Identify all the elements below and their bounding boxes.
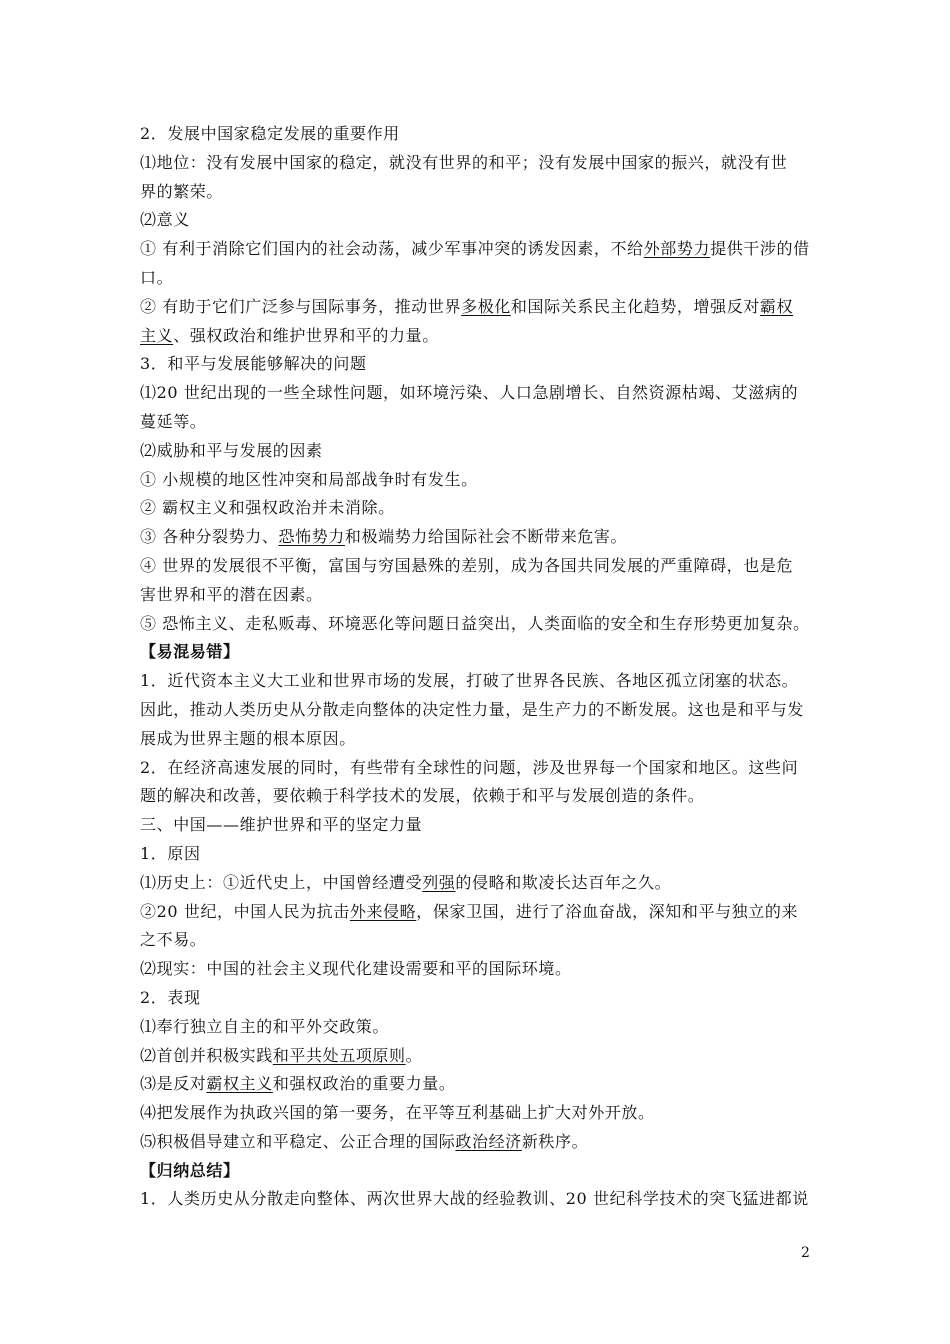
- section-heading: 【易混易错】: [140, 642, 240, 662]
- section-heading: 【归纳总结】: [140, 1160, 240, 1180]
- page-number: 2: [801, 1245, 810, 1261]
- underlined-term: 霸权: [759, 296, 794, 316]
- underlined-term: 多极化: [461, 296, 511, 316]
- text-line: ⑸积极倡导建立和平稳定、公正合理的国际政治经济新秩序。: [140, 1131, 589, 1151]
- text-line: 界的繁荣。: [140, 181, 224, 201]
- text-line: 题的解决和改善，要依赖于科学技术的发展，依赖于和平与发展创造的条件。: [140, 786, 705, 806]
- text-line: ⑴奉行独立自主的和平外交政策。: [140, 1016, 390, 1036]
- text-line: 因此，推动人类历史从分散走向整体的决定性力量，是生产力的不断发展。这也是和平与发: [140, 699, 805, 719]
- text-line: ⑤ 恐怖主义、走私贩毒、环境恶化等问题日益突出，人类面临的安全和生存形势更加复杂。: [140, 613, 810, 633]
- text-line: 展成为世界主题的根本原因。: [140, 728, 356, 748]
- text-line: ⑷把发展作为执政兴国的第一要务，在平等互利基础上扩大对外开放。: [140, 1103, 655, 1123]
- text-line: ③ 各种分裂势力、恐怖势力和极端势力给国际社会不断带来危害。: [140, 527, 628, 547]
- text-line: 口。: [140, 267, 174, 287]
- text-line: ① 小规模的地区性冲突和局部战争时有发生。: [140, 469, 478, 489]
- underlined-term: 霸权主义: [206, 1074, 273, 1094]
- underlined-term: 外部势力: [643, 239, 711, 259]
- text-line: 2．发展中国家稳定发展的重要作用: [140, 124, 400, 143]
- text-line: ⑴地位：没有发展中国家的稳定，就没有世界的和平；没有发展中国家的振兴，就没有世: [140, 152, 788, 172]
- text-line: ② 霸权主义和强权政治并未消除。: [140, 498, 395, 518]
- text-line: ① 有利于消除它们国内的社会动荡，减少军事冲突的诱发因素，不给外部势力提供干涉的借: [140, 239, 810, 259]
- text-line: 蔓延等。: [140, 411, 207, 431]
- text-line: ②20 世纪，中国人民为抗击外来侵略，保家卫国，进行了浴血奋战，深知和平与独立的来: [140, 901, 799, 921]
- text-line: 害世界和平的潜在因素。: [140, 584, 323, 604]
- text-line: ⑵威胁和平与发展的因素: [140, 440, 323, 460]
- text-line: 主义、强权政治和维护世界和平的力量。: [140, 325, 439, 345]
- text-line: ⑵意义: [140, 210, 190, 230]
- text-line: 1．近代资本主义大工业和世界市场的发展，打破了世界各民族、各地区孤立闭塞的状态。: [140, 671, 799, 691]
- text-line: 1．原因: [140, 843, 201, 863]
- underlined-term: 和平共处五项原则: [272, 1045, 406, 1065]
- text-line: ⑴20 世纪出现的一些全球性问题，如环境污染、人口急剧增长、自然资源枯竭、艾滋病的: [140, 383, 799, 403]
- text-line: 1．人类历史从分散走向整体、两次世界大战的经验教训、20 世纪科学技术的突飞猛进都说: [140, 1189, 809, 1209]
- text-line: ⑶是反对霸权主义和强权政治的重要力量。: [140, 1074, 456, 1094]
- text-line: ⑵首创并积极实践和平共处五项原则。: [140, 1045, 423, 1065]
- underlined-term: 外来侵略: [349, 901, 417, 921]
- text-line: ⑵现实：中国的社会主义现代化建设需要和平的国际环境。: [140, 959, 572, 979]
- underlined-term: 主义: [140, 325, 174, 345]
- text-line: 2．在经济高速发展的同时，有些带有全球性的问题，涉及世界每一个国家和地区。这些问: [140, 757, 799, 777]
- text-line: ④ 世界的发展很不平衡，富国与穷国悬殊的差别，成为各国共同发展的严重障碍，也是危: [140, 555, 794, 575]
- text-line: 3．和平与发展能够解决的问题: [140, 354, 367, 374]
- text-line: ⑴历史上：①近代史上，中国曾经遭受列强的侵略和欺凌长达百年之久。: [140, 872, 672, 892]
- underlined-term: 列强: [422, 872, 456, 892]
- text-line: 三、中国——维护世界和平的坚定力量: [140, 815, 423, 835]
- underlined-term: 政治经济: [455, 1131, 522, 1151]
- text-line: ② 有助于它们广泛参与国际事务，推动世界多极化和国际关系民主化趋势，增强反对霸权: [140, 296, 794, 316]
- text-line: 之不易。: [140, 930, 207, 950]
- text-line: 2．表现: [140, 987, 201, 1007]
- underlined-term: 恐怖势力: [278, 527, 345, 547]
- document-body: [140, 120, 812, 1214]
